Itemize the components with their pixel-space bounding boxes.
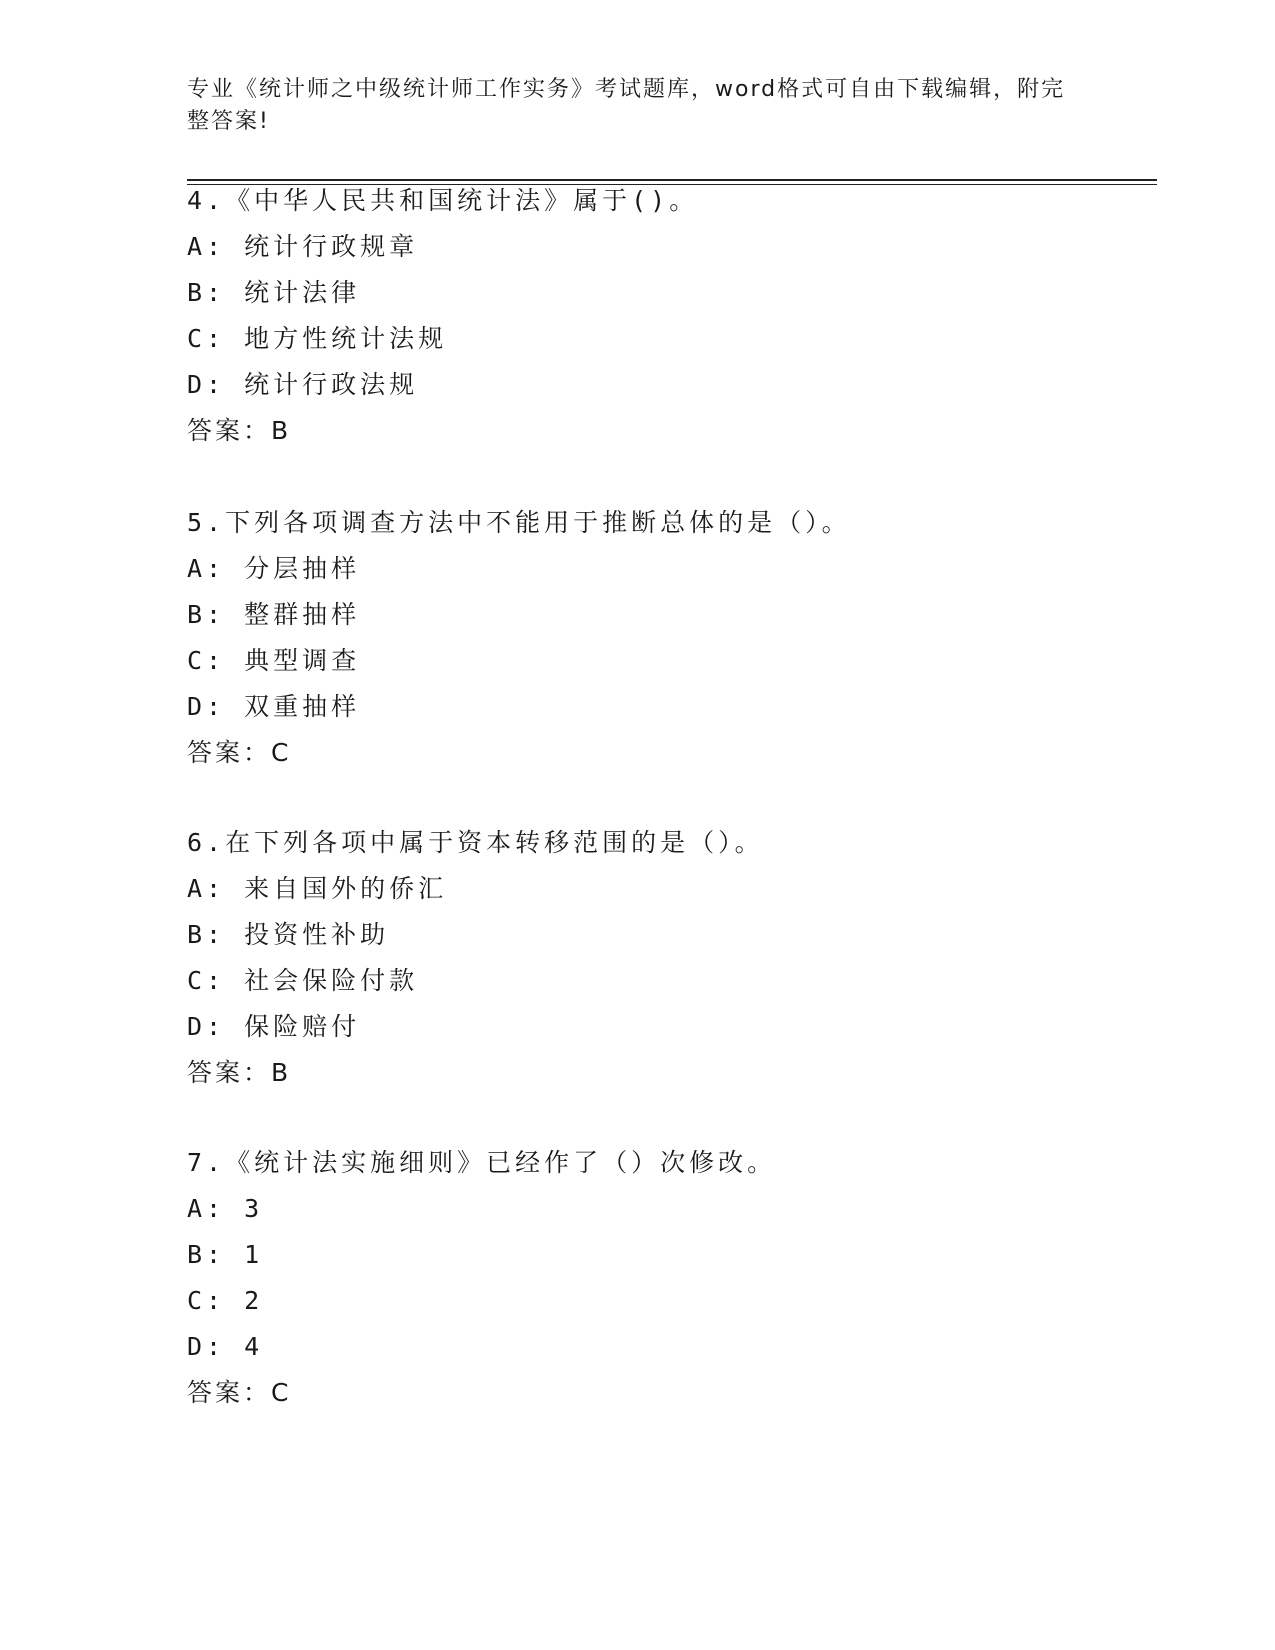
option-d: D: 4 — [187, 1332, 264, 1361]
option-a: A: 3 — [187, 1194, 264, 1223]
option-a: A: 分层抽样 — [187, 554, 361, 583]
answer: 答案：B — [187, 416, 292, 445]
option-d: D: 保险赔付 — [187, 1012, 361, 1041]
option-d: D: 双重抽样 — [187, 692, 361, 721]
option-d: D: 统计行政法规 — [187, 370, 419, 399]
question-stem: 4.《中华人民共和国统计法》属于()。 — [187, 186, 699, 215]
question-stem: 6.在下列各项中属于资本转移范围的是（）。 — [187, 828, 764, 857]
question-4 — [187, 178, 1187, 454]
option-b: B: 投资性补助 — [187, 920, 390, 949]
question-5 — [187, 500, 1187, 776]
answer: 答案：B — [187, 1058, 292, 1087]
option-c: C: 地方性统计法规 — [187, 324, 448, 353]
document-intro: 专业《统计师之中级统计师工作实务》考试题库，word格式可自由下载编辑，附完整答案! — [187, 77, 1066, 134]
option-b: B: 1 — [187, 1240, 264, 1269]
question-7 — [187, 1140, 1187, 1416]
answer: 答案：C — [187, 1378, 292, 1407]
question-stem: 7.《统计法实施细则》已经作了（）次修改。 — [187, 1148, 777, 1177]
option-b: B: 统计法律 — [187, 278, 361, 307]
option-a: A: 来自国外的侨汇 — [187, 874, 448, 903]
option-a: A: 统计行政规章 — [187, 232, 419, 261]
option-b: B: 整群抽样 — [187, 600, 361, 629]
question-stem: 5.下列各项调查方法中不能用于推断总体的是（）。 — [187, 508, 851, 537]
option-c: C: 典型调查 — [187, 646, 361, 675]
option-c: C: 2 — [187, 1286, 264, 1315]
answer: 答案：C — [187, 738, 292, 767]
question-6 — [187, 820, 1187, 1096]
option-c: C: 社会保险付款 — [187, 966, 419, 995]
